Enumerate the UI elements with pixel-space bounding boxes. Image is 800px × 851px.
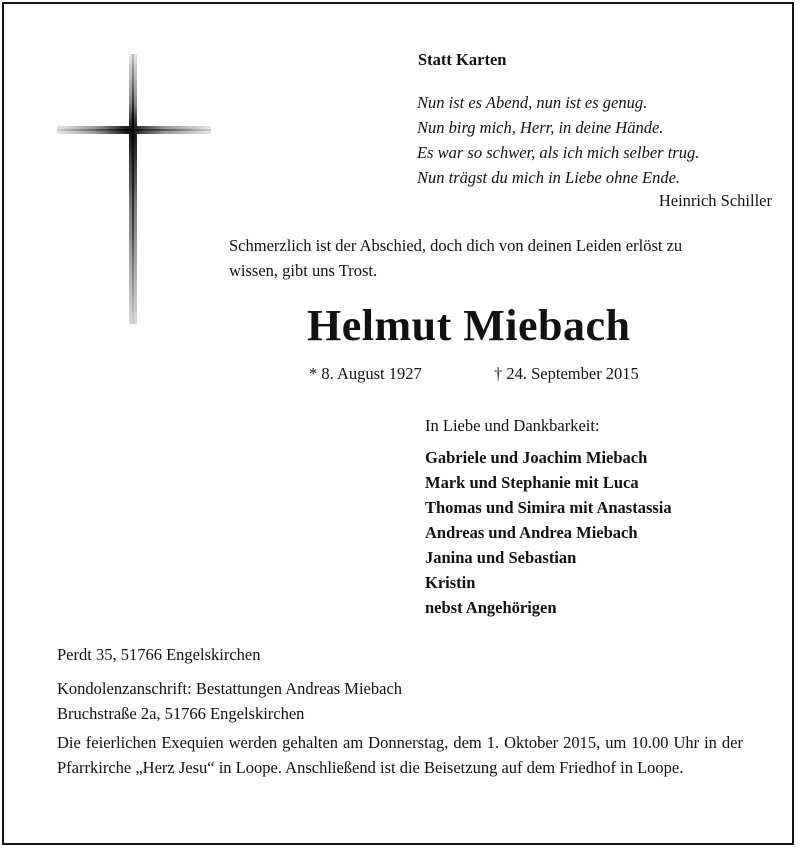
family-member: Thomas und Simira mit Anastassia — [425, 498, 672, 517]
death-date: † 24. September 2015 — [494, 364, 639, 383]
family-member: Andreas und Andrea Miebach — [425, 523, 638, 542]
birth-date: * 8. August 1927 — [309, 364, 422, 383]
service-info: Die feierlichen Exequien werden gehalten am Donnerstag, dem 1. Oktober 2015, um 10.00 Uhr in der Pfarrkirche „Herz Jesu“ in Loope. Anschließend ist die Beisetzung auf dem Friedhof in Loope. — [57, 733, 743, 777]
family-member: Janina und Sebastian — [425, 548, 577, 567]
condolence-address — [57, 676, 402, 726]
poem-line: Nun trägst du mich in Liebe ohne Ende. — [417, 168, 681, 187]
family-list — [425, 445, 672, 620]
family-member: Gabriele und Joachim Miebach — [425, 448, 648, 467]
intro-heading: Statt Karten — [418, 50, 507, 69]
message-line: Schmerzlich ist der Abschied, doch dich von deinen Leiden erlöst zu — [229, 236, 683, 255]
family-member: Kristin — [425, 573, 476, 592]
message-line: wissen, gibt uns Trost. — [229, 261, 378, 280]
condolence-line: Kondolenzanschrift: Bestattungen Andreas Miebach — [57, 679, 403, 698]
family-member: nebst Angehörigen — [425, 598, 557, 617]
family-member: Mark und Stephanie mit Luca — [425, 473, 639, 492]
condolence-line: Bruchstraße 2a, 51766 Engelskirchen — [57, 704, 305, 723]
poem-line: Nun ist es Abend, nun ist es genug. — [417, 93, 648, 112]
poem-line: Es war so schwer, als ich mich selber trug. — [417, 143, 700, 162]
poem — [417, 90, 699, 190]
message — [229, 233, 682, 283]
home-address: Perdt 35, 51766 Engelskirchen — [57, 645, 261, 664]
poem-line: Nun birg mich, Herr, in deine Hände. — [417, 118, 664, 137]
deceased-name: Helmut Miebach — [307, 301, 631, 350]
poem-author: Heinrich Schiller — [658, 191, 772, 210]
family-intro: In Liebe und Dankbarkeit: — [425, 416, 600, 435]
